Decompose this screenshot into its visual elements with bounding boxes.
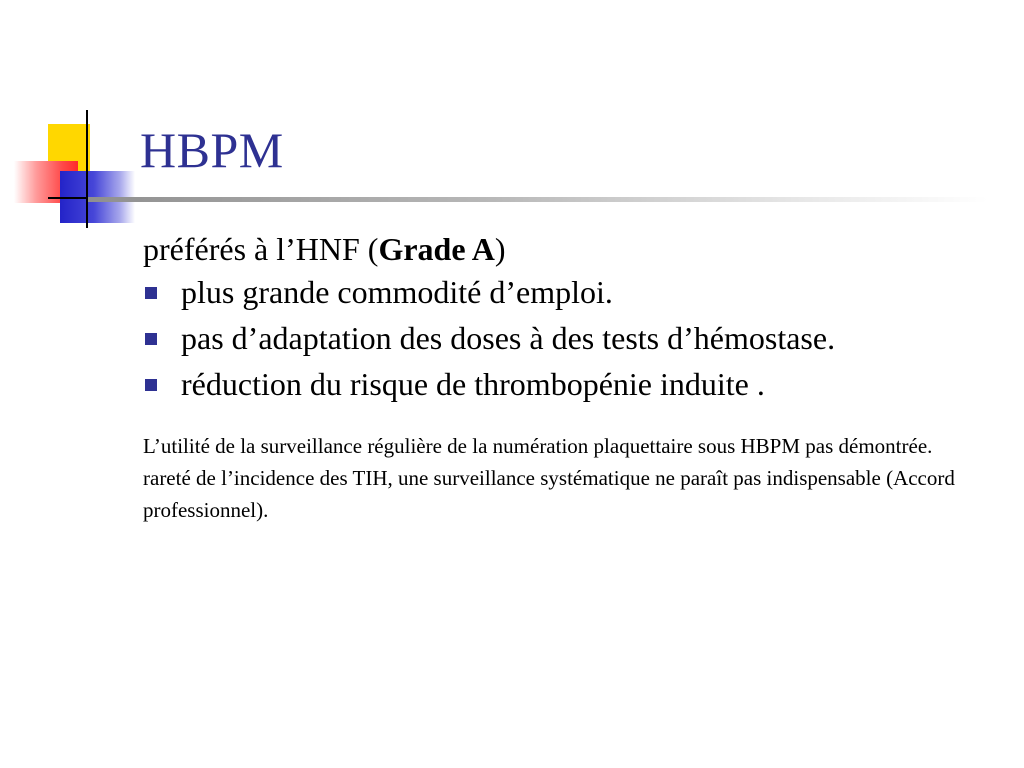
bullet-list [143,274,973,402]
square-bullet-icon [145,379,157,391]
bullet-text: plus grande commodité d’emploi. [181,274,613,310]
note-paragraph: rareté de l’incidence des TIH, une surveillance systématique ne paraît pas indispensable (Accord professionnel). [143,466,955,522]
intro-prefix: préférés à l’HNF ( [143,231,379,267]
bullet-text: réduction du risque de thrombopénie induite . [181,366,765,402]
bullet-item [143,320,973,356]
square-bullet-icon [145,333,157,345]
bullet-item [143,366,973,402]
bullet-item [143,274,973,310]
slide-content [143,228,973,526]
slide-title: HBPM [140,122,284,178]
title-underline-rule [88,197,988,202]
square-bullet-icon [145,287,157,299]
bullet-text: pas d’adaptation des doses à des tests d’hémostase. [181,320,836,356]
decorative-vertical-line [86,110,88,228]
intro-line [143,228,973,270]
intro-grade: Grade A [378,231,495,267]
note-paragraph: L’utilité de la surveillance régulière de la numération plaquettaire sous HBPM pas démontrée. [143,434,933,458]
notes-block [143,430,973,526]
intro-suffix: ) [494,231,506,267]
